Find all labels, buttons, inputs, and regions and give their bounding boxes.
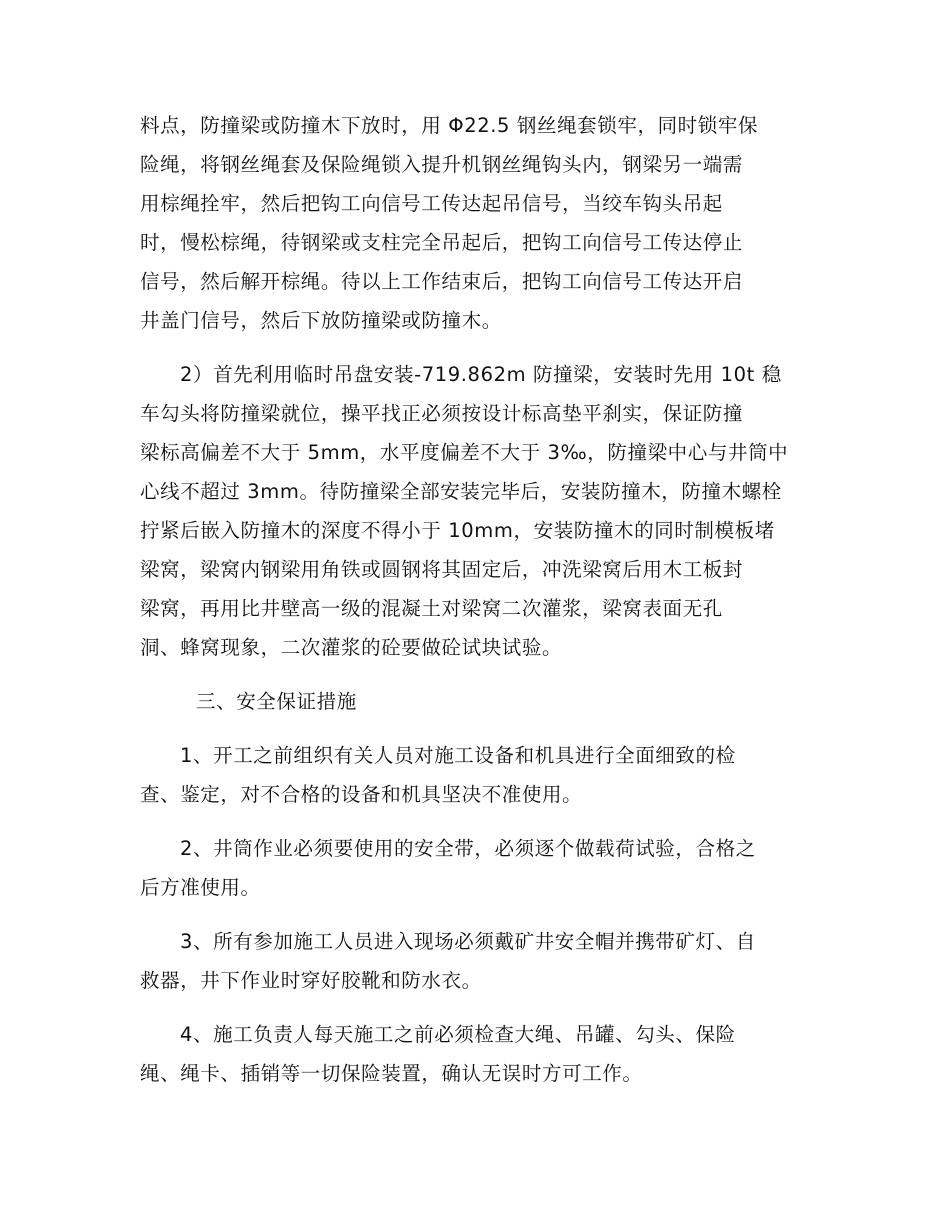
text-line: 洞、蜂窝现象，二次灌浆的砼要做砼试块试验。	[140, 636, 563, 659]
section-heading-text: 三、安全保证措施	[196, 690, 357, 713]
text-line: 3、所有参加施工人员进入现场必须戴矿井安全帽并携带矿灯、自	[180, 930, 756, 953]
text-line: 时，慢松棕绳，待钢梁或支柱完全吊起后，把钩工向信号工传达停止	[140, 231, 744, 254]
text-line: 用棕绳拴牢，然后把钩工向信号工传达起吊信号，当绞车钩头吊起	[140, 192, 723, 215]
text-line: 车勾头将防撞梁就位，操平找正必须按设计标高垫平刹实，保证防撞	[140, 402, 744, 425]
text-line: 2）首先利用临时吊盘安装-719.862m 防撞梁，安装时先用 10t 稳	[180, 363, 782, 386]
text-line: 料点，防撞梁或防撞木下放时，用 Φ22.5 钢丝绳套锁牢，同时锁牢保	[140, 114, 759, 137]
text-line: 梁窝，梁窝内钢梁用角铁或圆钢将其固定后，冲洗梁窝后用木工板封	[140, 558, 744, 581]
text-line: 信号，然后解开棕绳。待以上工作结束后，把钩工向信号工传达开启	[140, 270, 744, 293]
safety-item-2	[140, 829, 810, 907]
text-line: 拧紧后嵌入防撞木的深度不得小于 10mm，安装防撞木的同时制模板堵	[140, 519, 775, 542]
text-line: 1、开工之前组织有关人员对施工设备和机具进行全面细致的检	[180, 744, 736, 767]
paragraph-gap	[140, 814, 810, 829]
text-line: 险绳，将钢丝绳套及保险绳锁入提升机钢丝绳钩头内，钢梁另一端需	[140, 153, 744, 176]
safety-item-4	[140, 1015, 810, 1093]
safety-item-3	[140, 922, 810, 1000]
paragraph-gap	[140, 340, 810, 355]
paragraph-gap	[140, 907, 810, 922]
text-line: 救器，井下作业时穿好胶靴和防水衣。	[140, 969, 482, 992]
text-line: 梁标高偏差不大于 5mm，水平度偏差不大于 3‰，防撞梁中心与井筒中	[140, 441, 789, 464]
text-line: 4、施工负责人每天施工之前必须检查大绳、吊罐、勾头、保险	[180, 1023, 736, 1046]
text-line: 梁窝，再用比井壁高一级的混凝土对梁窝二次灌浆，梁窝表面无孔	[140, 597, 723, 620]
text-line: 绳、绳卡、插销等一切保险装置，确认无误时方可工作。	[140, 1062, 643, 1085]
paragraph-gap	[140, 721, 810, 736]
paragraph-gap	[140, 667, 810, 682]
paragraph-beam-installation	[140, 355, 810, 667]
text-line: 后方准使用。	[140, 876, 261, 899]
section-heading-safety	[140, 682, 810, 721]
paragraph-hoisting-procedure	[140, 106, 810, 340]
text-line: 2、井筒作业必须要使用的安全带，必须逐个做载荷试验，合格之	[180, 837, 756, 860]
safety-item-1	[140, 736, 810, 814]
text-line: 查、鉴定，对不合格的设备和机具坚决不准使用。	[140, 783, 583, 806]
text-line: 心线不超过 3mm。待防撞梁全部安装完毕后，安装防撞木，防撞木螺栓	[140, 480, 782, 503]
document-page	[140, 106, 810, 1093]
text-line: 井盖门信号，然后下放防撞梁或防撞木。	[140, 309, 502, 332]
paragraph-gap	[140, 1000, 810, 1015]
